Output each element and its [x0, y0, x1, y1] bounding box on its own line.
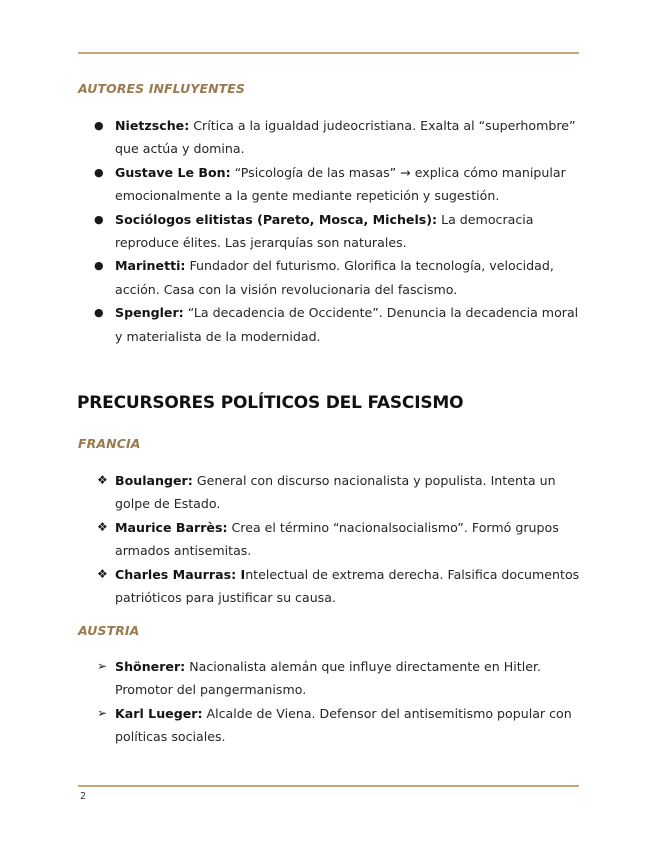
figure-name: Charles Maurras: I	[115, 566, 246, 582]
bullet-dot-icon: ●	[94, 165, 104, 179]
list-item	[78, 702, 580, 749]
france-list	[78, 469, 580, 609]
figure-description: Alcalde de Viena. Defensor del antisemitismo popular con políticas sociales.	[115, 705, 572, 745]
austria-heading: AUSTRIA	[78, 623, 140, 638]
figure-description: Nacionalista alemán que influye directamente en Hitler. Promotor del pangermanismo.	[115, 659, 541, 698]
diamond-bullet-icon: ❖	[97, 519, 108, 534]
figure-description: Crea el término “nacionalsocialismo”. Formó grupos armados antisemitas.	[115, 519, 559, 559]
author-description: La democracia reproduce élites. Las jerarquías son naturales.	[115, 211, 534, 251]
author-description: Fundador del futurismo. Glorifica la tecnología, velocidad, acción. Casa con la visión revolucionaria del fascismo.	[115, 258, 554, 297]
figure-name: Boulanger:	[115, 473, 193, 488]
author-description: “Psicología de las masas” → explica cómo manipular emocionalmente a la gente mediante repetición y sugestión.	[115, 164, 566, 204]
figure-name: Shönerer:	[115, 659, 186, 674]
list-item	[78, 161, 580, 208]
list-item	[78, 469, 580, 516]
list-item	[78, 563, 580, 610]
list-item	[78, 655, 580, 702]
author-name: Marinetti:	[115, 258, 186, 274]
figure-description: General con discurso nacionalista y populista. Intenta un golpe de Estado.	[115, 473, 556, 512]
arrowhead-bullet-icon: ➢	[97, 659, 108, 673]
bullet-dot-icon: ●	[94, 259, 104, 273]
bullet-dot-icon: ●	[94, 119, 104, 132]
list-item	[78, 114, 580, 161]
author-name: Sociólogos elitistas (Pareto, Mosca, Michels):	[115, 211, 438, 227]
france-heading: FRANCIA	[78, 436, 141, 451]
arrowhead-bullet-icon: ➢	[97, 705, 108, 720]
figure-description: ntelectual de extrema derecha. Falsifica documentos patrióticos para justificar su causa.	[115, 566, 580, 606]
page-number: 2	[80, 791, 87, 802]
figure-name: Maurice Barrès:	[115, 519, 228, 535]
list-item	[78, 301, 580, 348]
section-title: PRECURSORES POLÍTICOS DEL FASCISMO	[77, 393, 464, 413]
bullet-dot-icon: ●	[94, 306, 104, 320]
diamond-bullet-icon: ❖	[97, 566, 108, 581]
footer-rule	[78, 785, 579, 787]
author-description: “La decadencia de Occidente”. Denuncia la decadencia moral y materialista de la modernidad.	[115, 305, 579, 344]
header-rule	[78, 52, 579, 54]
list-item	[78, 208, 580, 255]
diamond-bullet-icon: ❖	[97, 473, 108, 487]
authors-heading: AUTORES INFLUYENTES	[78, 81, 246, 96]
author-name: Spengler:	[115, 305, 184, 321]
author-name: Gustave Le Bon:	[115, 164, 231, 180]
figure-name: Karl Lueger:	[115, 705, 203, 721]
austria-list	[78, 655, 580, 749]
author-name: Nietzsche:	[115, 118, 190, 133]
list-item	[78, 254, 580, 301]
bullet-dot-icon: ●	[94, 212, 104, 226]
author-description: Crítica a la igualdad judeocristiana. Exalta al “superhombre” que actúa y domina.	[115, 118, 576, 157]
list-item	[78, 516, 580, 563]
authors-list	[78, 114, 580, 348]
